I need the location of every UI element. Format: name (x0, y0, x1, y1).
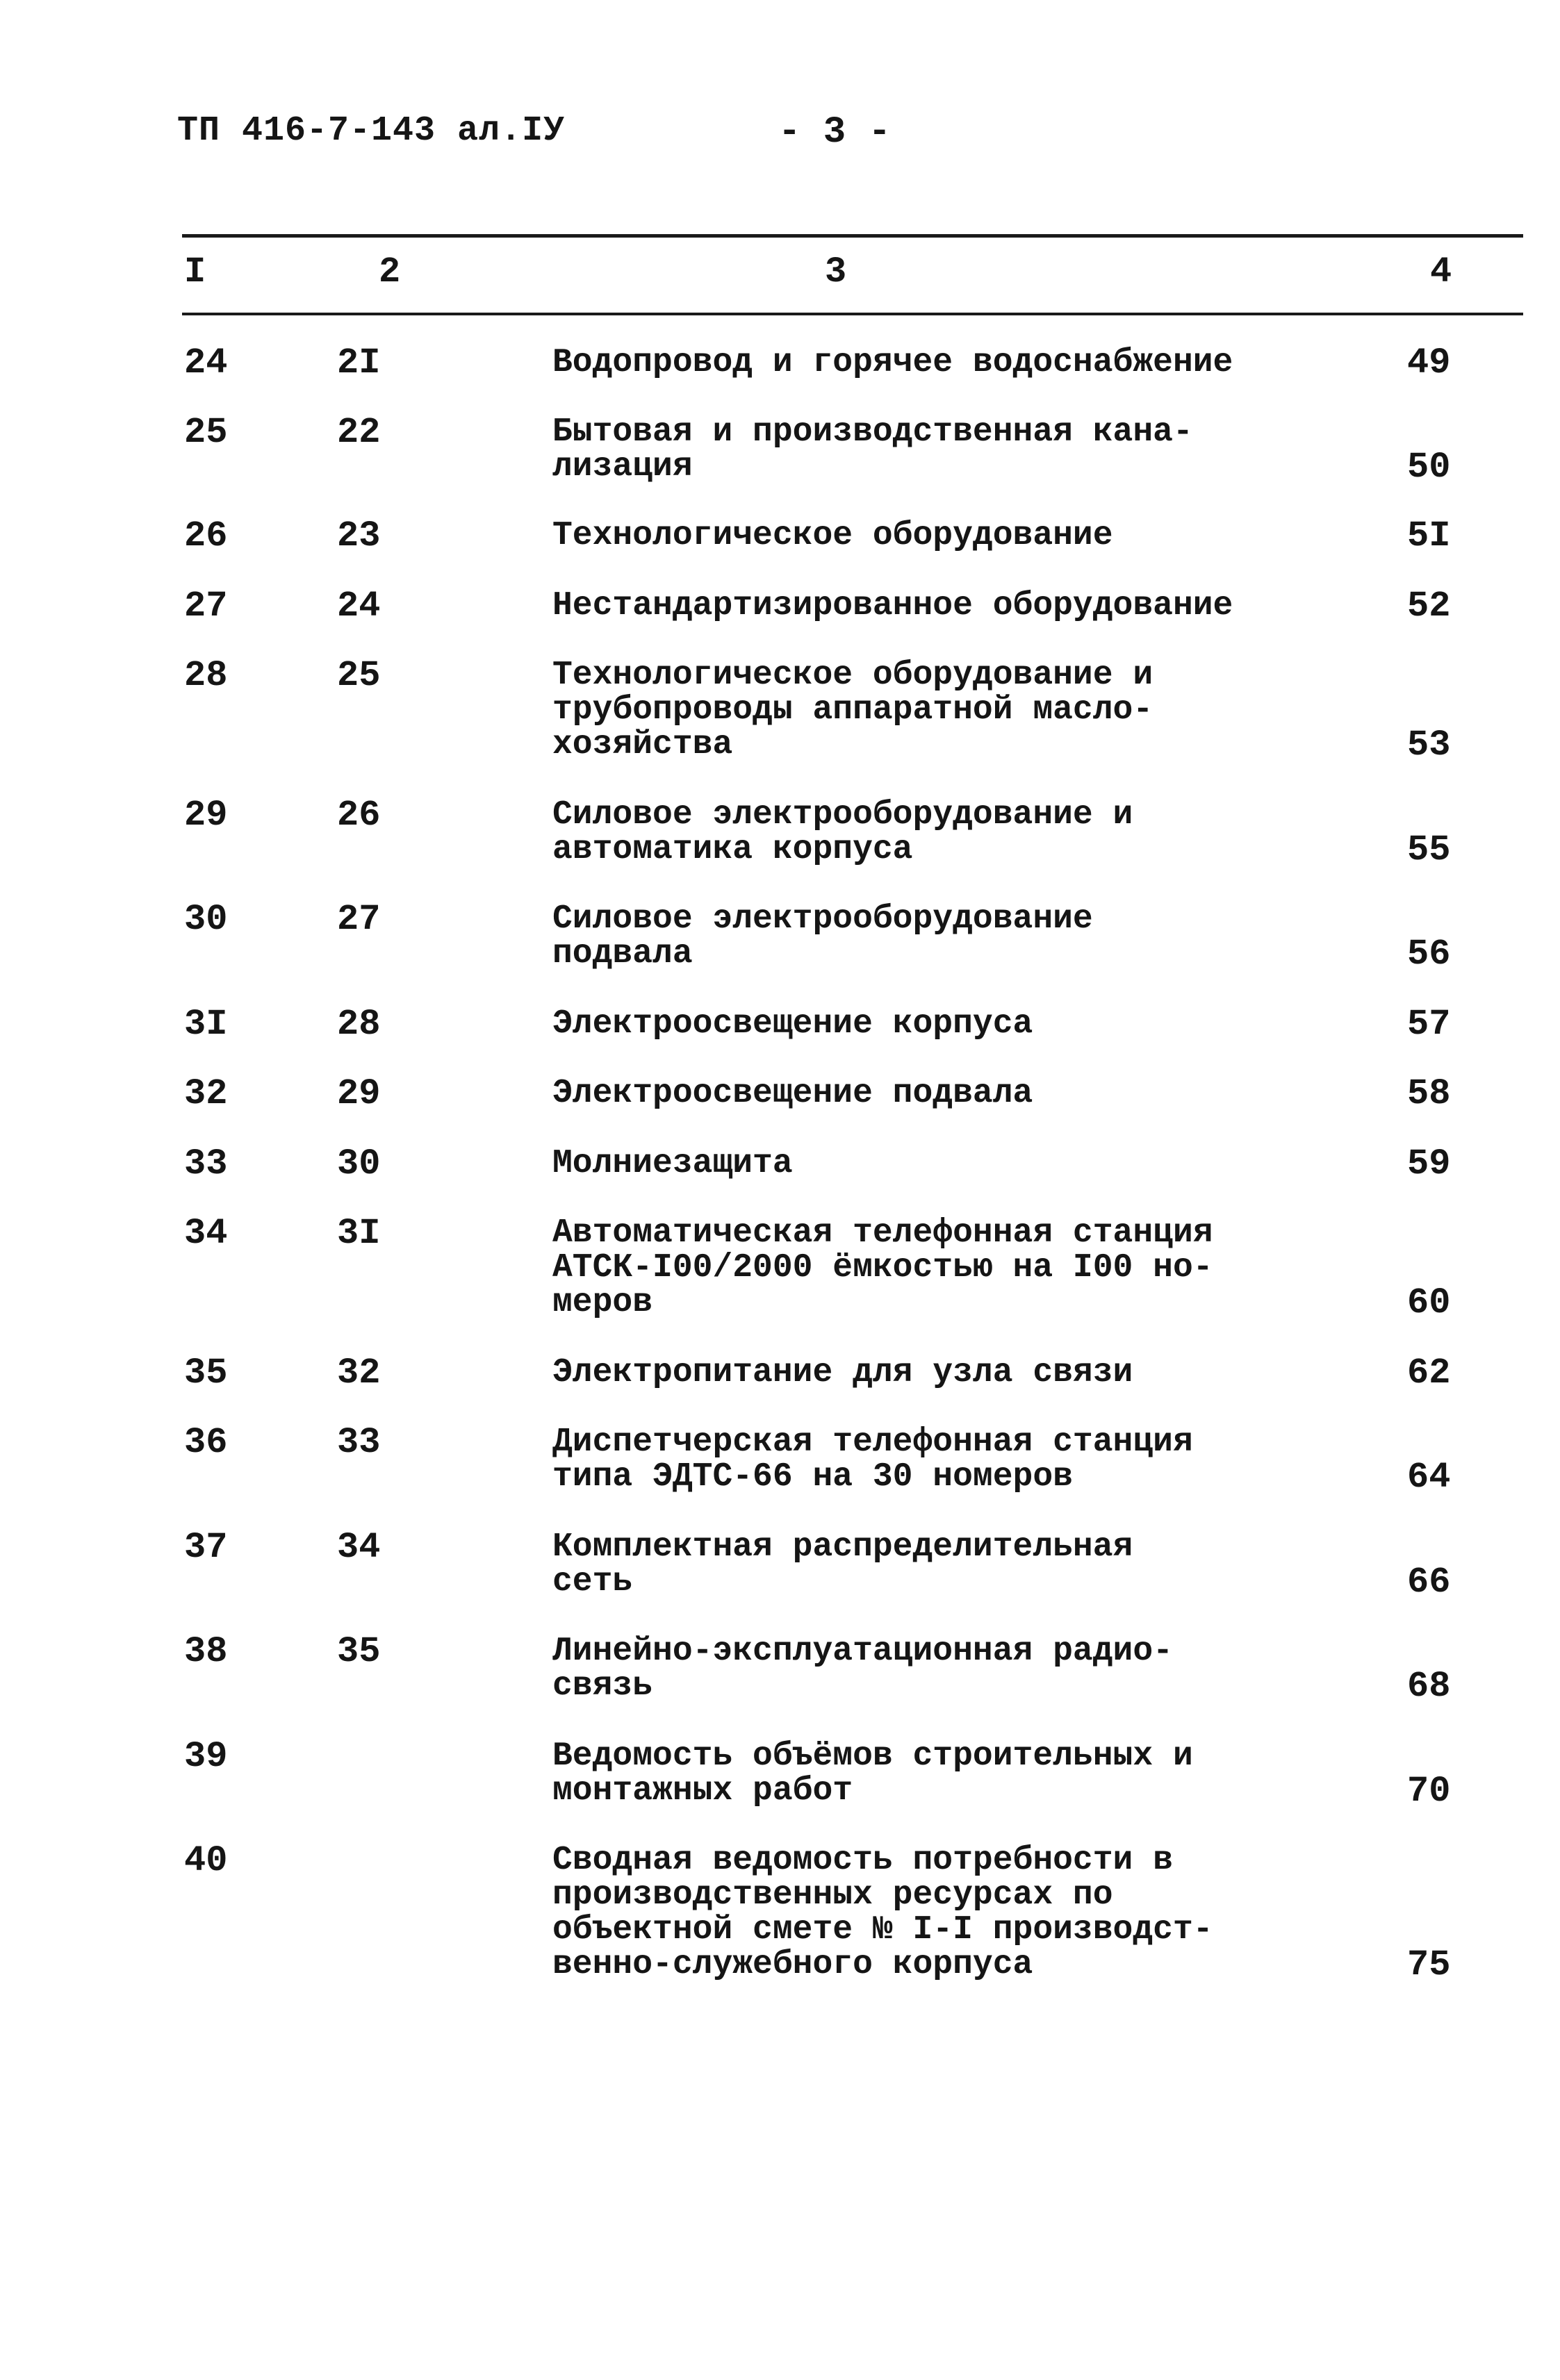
page-ref: 56 (1407, 934, 1451, 975)
sheet-number: 33 (337, 1422, 381, 1463)
page-ref: 55 (1407, 829, 1451, 870)
page-ref: 59 (1407, 1143, 1451, 1184)
page-ref: 57 (1407, 1004, 1451, 1045)
column-header-4: 4 (1430, 251, 1452, 292)
page-number: - 3 - (778, 111, 892, 154)
row-title: Нестандартизированное оборудование (552, 587, 1233, 625)
row-title: Электроосвещение подвала (552, 1075, 1033, 1112)
page-ref: 60 (1407, 1282, 1451, 1323)
row-number: 35 (184, 1353, 228, 1394)
row-number: 33 (184, 1143, 228, 1184)
page-ref: 68 (1407, 1666, 1451, 1707)
row-number: 30 (184, 899, 228, 940)
row-title: Диспетчерская телефонная станция типа ЭДТС-66 на 30 номеров (552, 1423, 1193, 1496)
sheet-number: 23 (337, 515, 381, 556)
sheet-number: 30 (337, 1143, 381, 1184)
sheet-number: 2I (337, 342, 381, 383)
row-title: Сводная ведомость потребности в производственных ресурсах по объектной смете № I-I производст- венно-служебного корпуса (552, 1842, 1213, 1983)
page-ref: 66 (1407, 1562, 1451, 1603)
page-ref: 62 (1407, 1353, 1451, 1394)
row-title: Бытовая и производственная кана- лизация (552, 413, 1193, 486)
row-number: 39 (184, 1736, 228, 1777)
page-ref: 5I (1407, 515, 1451, 556)
row-number: 32 (184, 1073, 228, 1114)
column-header-1: I (184, 251, 206, 292)
table-top-rule (182, 234, 1523, 238)
table-header-rule (182, 313, 1523, 315)
page-ref: 50 (1407, 447, 1451, 488)
page-ref: 49 (1407, 342, 1451, 383)
page-ref: 75 (1407, 1944, 1451, 1985)
row-title: Комплектная распределительная сеть (552, 1528, 1133, 1601)
row-number: 3I (184, 1004, 228, 1045)
row-title: Водопровод и горячее водоснабжение (552, 344, 1233, 381)
sheet-number: 22 (337, 412, 381, 453)
row-title: Технологическое оборудование (552, 517, 1113, 554)
row-number: 28 (184, 655, 228, 696)
column-header-3: 3 (825, 251, 847, 292)
row-title: Технологическое оборудование и трубопроводы аппаратной масло- хозяйства (552, 656, 1153, 763)
row-number: 37 (184, 1527, 228, 1568)
sheet-number: 29 (337, 1073, 381, 1114)
row-title: Силовое электрооборудование подвала (552, 900, 1093, 973)
row-number: 29 (184, 795, 228, 836)
sheet-number: 27 (337, 899, 381, 940)
row-number: 36 (184, 1422, 228, 1463)
document-code: ТП 416-7-143 ал.IУ (177, 111, 566, 151)
row-title: Электроосвещение корпуса (552, 1005, 1033, 1043)
row-title: Линейно-эксплуатационная радио- связь (552, 1633, 1173, 1705)
row-title: Ведомость объёмов строительных и монтажных работ (552, 1737, 1193, 1810)
row-title: Автоматическая телефонная станция АТСК-I00/2000 ёмкостью на I00 но- меров (552, 1214, 1213, 1321)
page-ref: 52 (1407, 586, 1451, 627)
sheet-number: 26 (337, 795, 381, 836)
page-ref: 53 (1407, 725, 1451, 766)
sheet-number: 24 (337, 586, 381, 627)
row-number: 40 (184, 1840, 228, 1881)
row-number: 25 (184, 412, 228, 453)
row-title: Силовое электрооборудование и автоматика корпуса (552, 796, 1133, 868)
column-header-2: 2 (379, 251, 401, 292)
page-ref: 70 (1407, 1771, 1451, 1812)
page-ref: 58 (1407, 1073, 1451, 1114)
row-title: Электропитание для узла связи (552, 1354, 1133, 1391)
row-number: 38 (184, 1631, 228, 1672)
row-number: 27 (184, 586, 228, 627)
row-number: 24 (184, 342, 228, 383)
page-ref: 64 (1407, 1457, 1451, 1498)
row-title: Молниезащита (552, 1145, 793, 1182)
row-number: 34 (184, 1213, 228, 1254)
sheet-number: 28 (337, 1004, 381, 1045)
sheet-number: 35 (337, 1631, 381, 1672)
sheet-number: 25 (337, 655, 381, 696)
sheet-number: 3I (337, 1213, 381, 1254)
row-number: 26 (184, 515, 228, 556)
sheet-number: 32 (337, 1353, 381, 1394)
sheet-number: 34 (337, 1527, 381, 1568)
